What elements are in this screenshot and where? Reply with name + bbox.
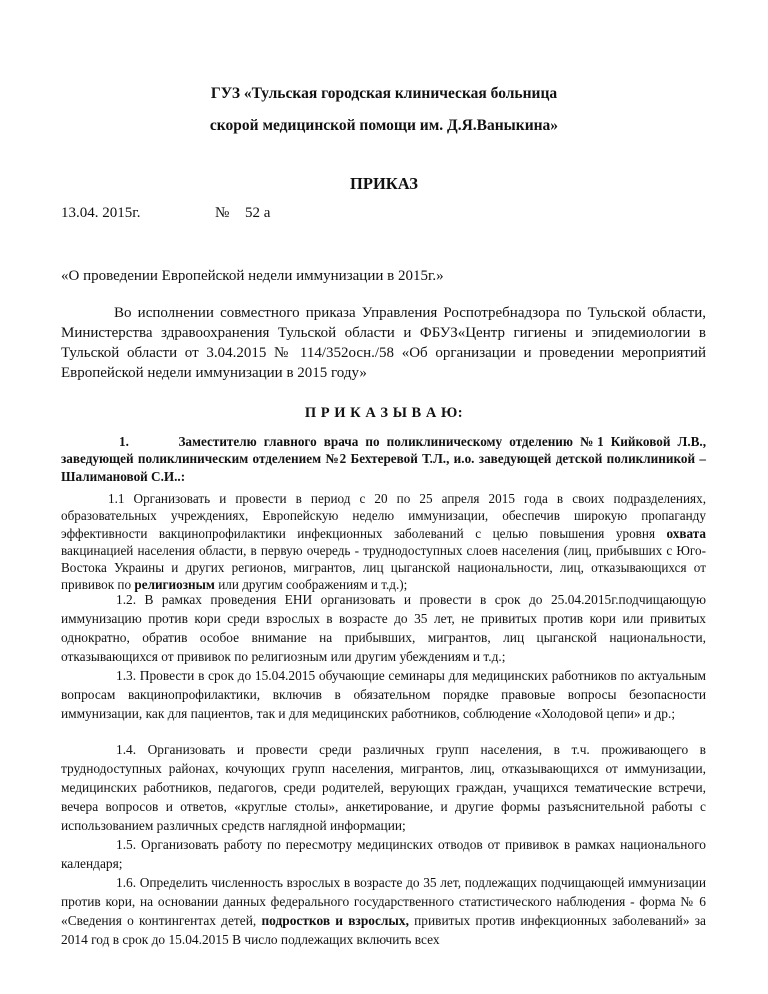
- subitem-1-6-bold-a: подростков: [261, 912, 331, 928]
- order-date: 13.04. 2015г.: [61, 205, 141, 221]
- subitem-1-1-text-a: 1.1 Организовать и провести в период с 20 по 25 апреля 2015 года в своих подразделениях, образовательных учреждениях, Европейскую неделю иммунизации, обеспечив широкую пропаганду эффективности вакцинопрофилактики инфекционных заболеваний с целью повышения уровня: [61, 491, 706, 541]
- prikazyvayu-heading: П Р И К А З Ы В А Ю:: [304, 405, 464, 421]
- org-name-line-1: ГУЗ «Тульская городская клиническая больница: [210, 85, 558, 102]
- order-title: ПРИКАЗ: [350, 174, 418, 193]
- subitem-1-4: 1.4. Организовать и провести среди различных групп населения, в т.ч. проживающего в труднодоступных районах, кочующих групп населения, мигрантов, лиц, отказывающихся от иммунизации, медицинских работников, педагогов, среди родителей, верующих граждан, учащихся тематические встречи, вечера вопросов и ответов, «круглые столы», анкетирование, и другие формы разъяснительной работы с использованием различных средств наглядной информации;: [61, 742, 706, 833]
- item-1-number: 1.: [119, 434, 129, 449]
- subitem-1-6-text-b: привитых против инфекционных заболеваний» за 2014 год в срок до 15.04.2015 В число подлежащих включить всех: [61, 912, 706, 947]
- subitem-1-6-bold-mid: и: [335, 912, 343, 928]
- subitem-1-5: 1.5. Организовать работу по пересмотру медицинских отводов от прививок в рамках национального календаря;: [61, 837, 706, 871]
- subitem-1-2: 1.2. В рамках проведения ЕНИ организовать и провести в срок до 25.04.2015г.подчищающую иммунизацию против кори среди взрослых в возрасте до 35 лет, не привитых против кори или привитых однократно, обратив особое внимание на прибывших, мигрантов, лиц цыганской национальности, отказывающихся от прививок по религиозным или другим убеждениям и т.д.;: [61, 592, 706, 664]
- order-subject: «О проведении Европейской недели иммунизации в 2015г.»: [61, 268, 444, 284]
- preamble: Во исполнении совместного приказа Управления Роспотребнадзора по Тульской области, Министерства здравоохранения Тульской области и ФБУЗ«Центр гигиены и эпидемиологии в Тульской области от 3.04.2015 № 114/352осн./58 «Об организации и проведении мероприятий Европейской недели иммунизации в 2015 году»: [61, 305, 706, 381]
- order-number-label: №: [215, 205, 230, 221]
- subitem-1-1: [61, 490, 706, 594]
- subitem-1-1-bold-a: охвата: [666, 525, 706, 541]
- subitem-1-6-text-a: 1.6. Определить численность взрослых в возрасте до 35 лет, подлежащих подчищающей иммунизации против кори, на основании данных федерального государственного статистического наблюдения - форма № 6 «Сведения о контингентах детей,: [61, 875, 706, 928]
- item-1-text: Заместителю главного врача по поликлиническому отделению №1 Кийковой Л.В., заведующей поликлиническим отделением №2 Бехтеревой Т.Л., и.о. заведующей детской поликлиникой – Шалимановой С.И..:: [61, 434, 707, 484]
- order-number: 52 а: [245, 205, 271, 221]
- subitem-1-1-text-b: вакцинацией населения области, в первую очередь - труднодоступных слоев населения (лиц, прибывших с Юго-Востока Украины и других регионов, мигрантов, лиц цыганской национальности, лиц, отказывающихся от прививок по: [61, 542, 706, 593]
- org-name-line-2: скорой медицинской помощи им. Д.Я.Ваныкина»: [209, 117, 559, 134]
- item-1: [61, 433, 706, 485]
- subitem-1-1-bold-b: религиозным: [134, 577, 215, 593]
- subitem-1-3: 1.3. Провести в срок до 15.04.2015 обучающие семинары для медицинских работников по актуальным вопросам вакцинопрофилактики, включив в обязательном порядке правовые вопросы безопасности иммунизации, как для пациентов, так и для медицинских работников, соблюдение «Холодовой цепи» и др.;: [61, 668, 706, 721]
- subitem-1-6: [61, 874, 706, 950]
- subitem-1-6-bold-b: взрослых,: [348, 912, 409, 928]
- subitem-1-1-text-c: или другим соображениям и т.д.);: [218, 577, 408, 593]
